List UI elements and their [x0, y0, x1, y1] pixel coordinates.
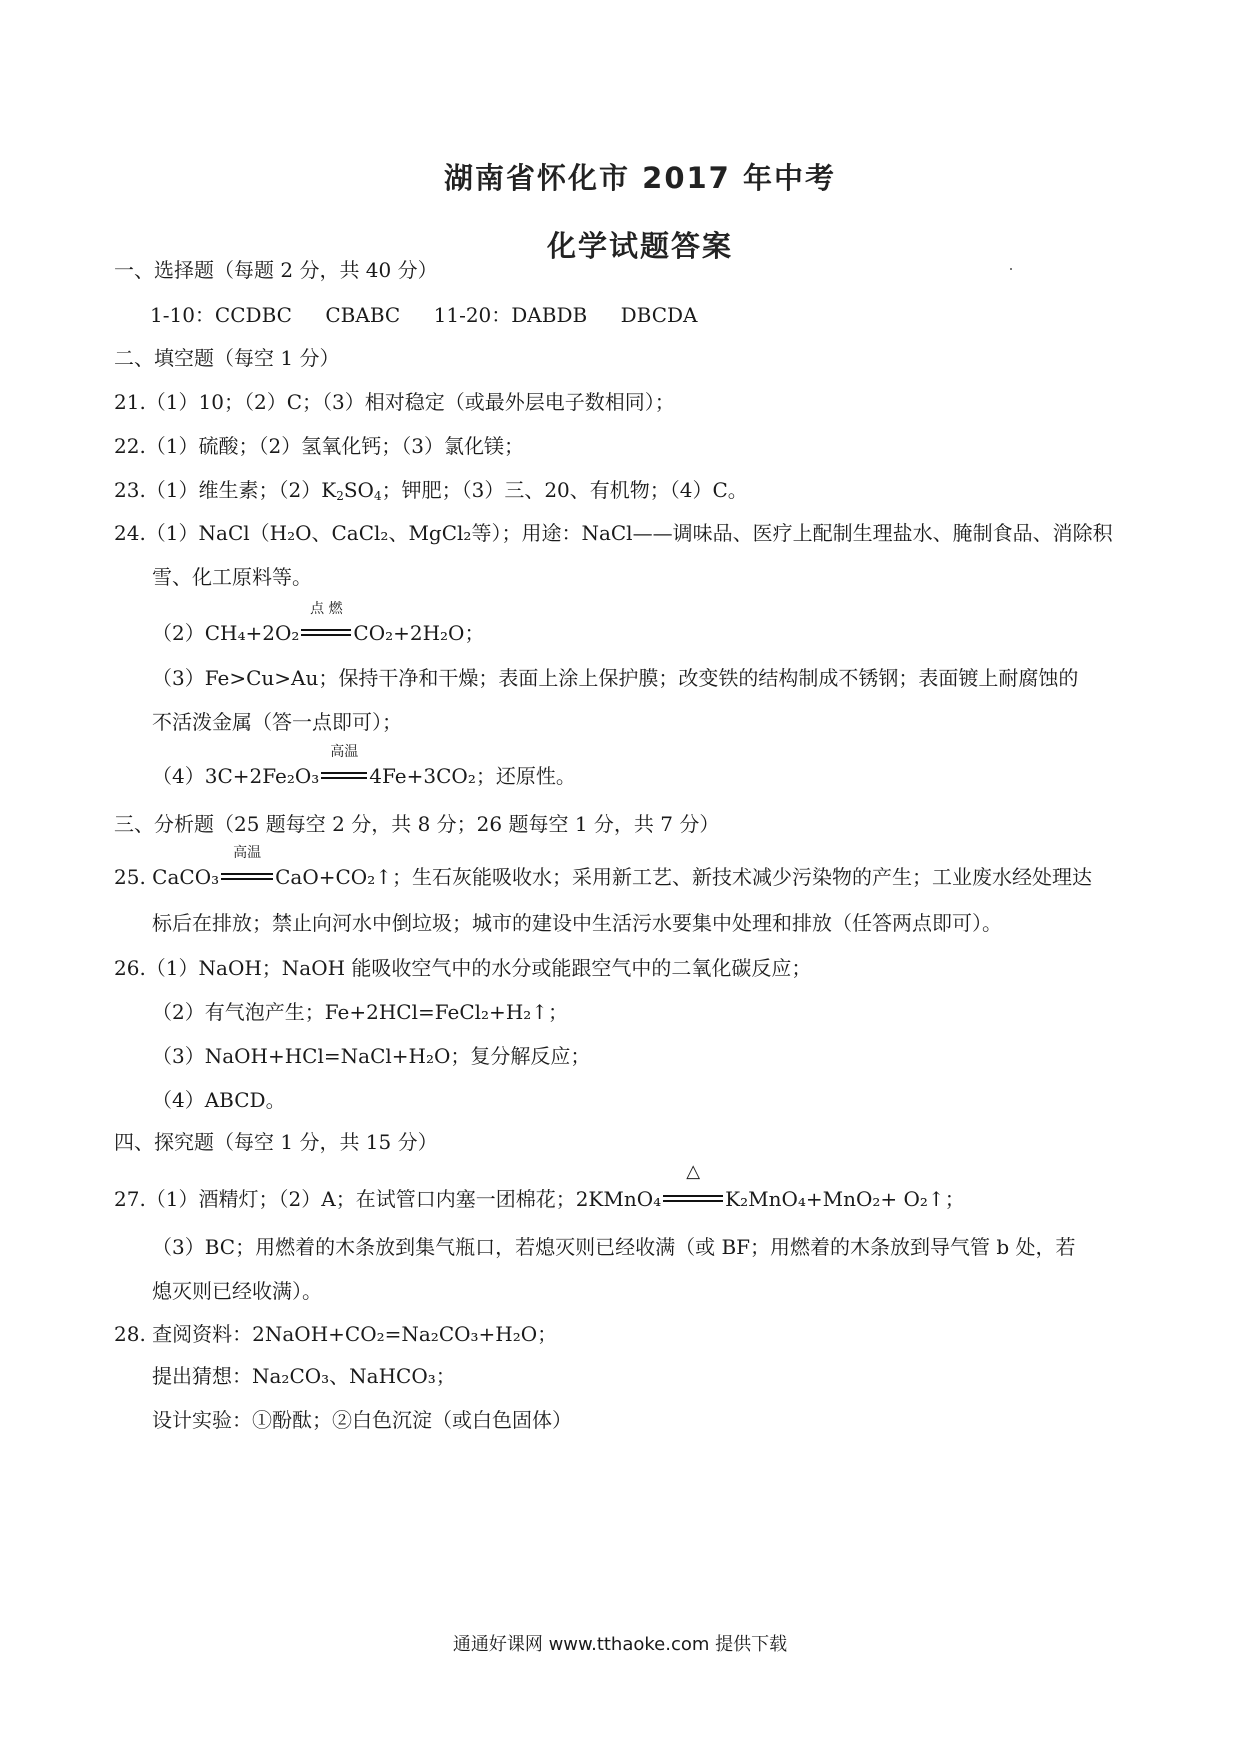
page-subtitle: 化学试题答案: [546, 229, 733, 263]
reaction-arrow: [221, 845, 273, 891]
equation-25-reactant: 25. CaCO₃: [114, 865, 220, 889]
reaction-arrow: [301, 601, 351, 647]
reaction-condition: 高温: [233, 845, 262, 861]
answer-21: 21.（1）10；（2）C；（3）相对稳定（或最外层电子数相同）；: [114, 390, 675, 414]
double-line: [321, 772, 367, 779]
answer-26-part-3: （3）NaOH+HCl=NaCl+H₂O；复分解反应；: [152, 1044, 591, 1068]
choice-answers: 1-10：CCDBC CBABC 11-20：DABDB DBCDA: [150, 303, 698, 327]
answer-24-line-1: 24.（1）NaCl（H₂O、CaCl₂、MgCl₂等）；用途：NaCl——调味品、医疗上配制生理盐水、腌制食品、消除积: [114, 521, 1113, 545]
answer-24-part-3-line-2: 不活泼金属（答一点即可）；: [152, 710, 402, 734]
answer-24-part-2: [152, 601, 485, 647]
double-line: [301, 629, 351, 636]
answer-26-part-1: 26.（1）NaOH；NaOH 能吸收空气中的水分或能跟空气中的二氧化碳反应；: [114, 956, 812, 980]
section-1-heading: 一、选择题（每题 2 分，共 40 分）: [114, 258, 438, 282]
equation-24-2-reactants: （2）CH₄+2O₂: [152, 621, 300, 645]
section-2-heading: 二、填空题（每空 1 分）: [114, 346, 340, 370]
answer-23-part-b: SO: [343, 478, 374, 502]
answer-22: 22.（1）硫酸；（2）氢氧化钙；（3）氯化镁；: [114, 434, 524, 458]
answer-25-line-2: 标后在排放；禁止向河水中倒垃圾；城市的建设中生活污水要集中处理和排放（任答两点即可）。: [152, 911, 1002, 935]
page-title: 湖南省怀化市 2017 年中考: [444, 161, 836, 195]
answer-28-line-3: 设计实验：①酚酞；②白色沉淀（或白色固体）: [152, 1408, 572, 1432]
answer-23: [114, 476, 748, 504]
answer-24-line-2: 雪、化工原料等。: [152, 565, 312, 589]
reaction-arrow: [663, 1161, 723, 1213]
reaction-condition: 点 燃: [310, 601, 343, 617]
answer-27-part-3-line-1: （3）BC；用燃着的木条放到集气瓶口，若熄灭则已经收满（或 BF；用燃着的木条放到导气管 b 处，若: [152, 1235, 1076, 1259]
answer-23-part-c: ；钾肥；（3）三、20、有机物；（4）C。: [381, 478, 748, 502]
answer-25-text: CaO+CO₂↑；生石灰能吸收水；采用新工艺、新技术减少污染物的产生；工业废水经处理达: [275, 865, 1092, 889]
answer-28-line-1: 28. 查阅资料：2NaOH+CO₂=Na₂CO₃+H₂O；: [114, 1322, 558, 1346]
answer-23-sub1: 2: [336, 489, 344, 503]
reaction-condition: 高温: [330, 744, 359, 760]
equation-24-2-products: CO₂+2H₂O；: [353, 621, 485, 645]
footer-source: 通通好课网 www.tthaoke.com 提供下载: [452, 1634, 788, 1655]
section-4-heading: 四、探究题（每空 1 分，共 15 分）: [114, 1130, 438, 1154]
answer-27-text: 27.（1）酒精灯；（2）A；在试管口内塞一团棉花；2KMnO₄: [114, 1187, 662, 1211]
answer-23-sub2: 4: [373, 489, 382, 503]
answer-24-part-3-line-1: （3）Fe>Cu>Au；保持干净和干燥；表面上涂上保护膜；改变铁的结构制成不锈钢；表面镀上耐腐蚀的: [152, 666, 1079, 690]
equation-24-4-products: 4Fe+3CO₂；还原性。: [369, 764, 576, 788]
answer-26-part-4: （4）ABCD。: [152, 1088, 286, 1112]
answer-26-part-2: （2）有气泡产生；Fe+2HCl=FeCl₂+H₂↑；: [152, 1000, 569, 1024]
answer-27-part-3-line-2: 熄灭则已经收满）。: [152, 1279, 322, 1303]
equation-24-4-reactants: （4）3C+2Fe₂O₃: [152, 764, 320, 788]
scan-speck: [1010, 268, 1012, 270]
equation-27-products: K₂MnO₄+MnO₂+ O₂↑；: [725, 1187, 965, 1211]
answer-23-part-a: 23.（1）维生素；（2）K: [114, 478, 337, 502]
double-line: [663, 1195, 723, 1202]
answer-27-line-1: [114, 1161, 965, 1213]
answer-28-line-2: 提出猜想：Na₂CO₃、NaHCO₃；: [152, 1364, 456, 1388]
section-3-heading: 三、分析题（25 题每空 2 分，共 8 分；26 题每空 1 分，共 7 分）: [114, 812, 720, 836]
heat-symbol: △: [686, 1161, 701, 1182]
reaction-arrow: [321, 744, 367, 790]
double-line: [221, 873, 273, 880]
answer-24-part-4: [152, 744, 576, 790]
answer-25-line-1: [114, 845, 1092, 891]
